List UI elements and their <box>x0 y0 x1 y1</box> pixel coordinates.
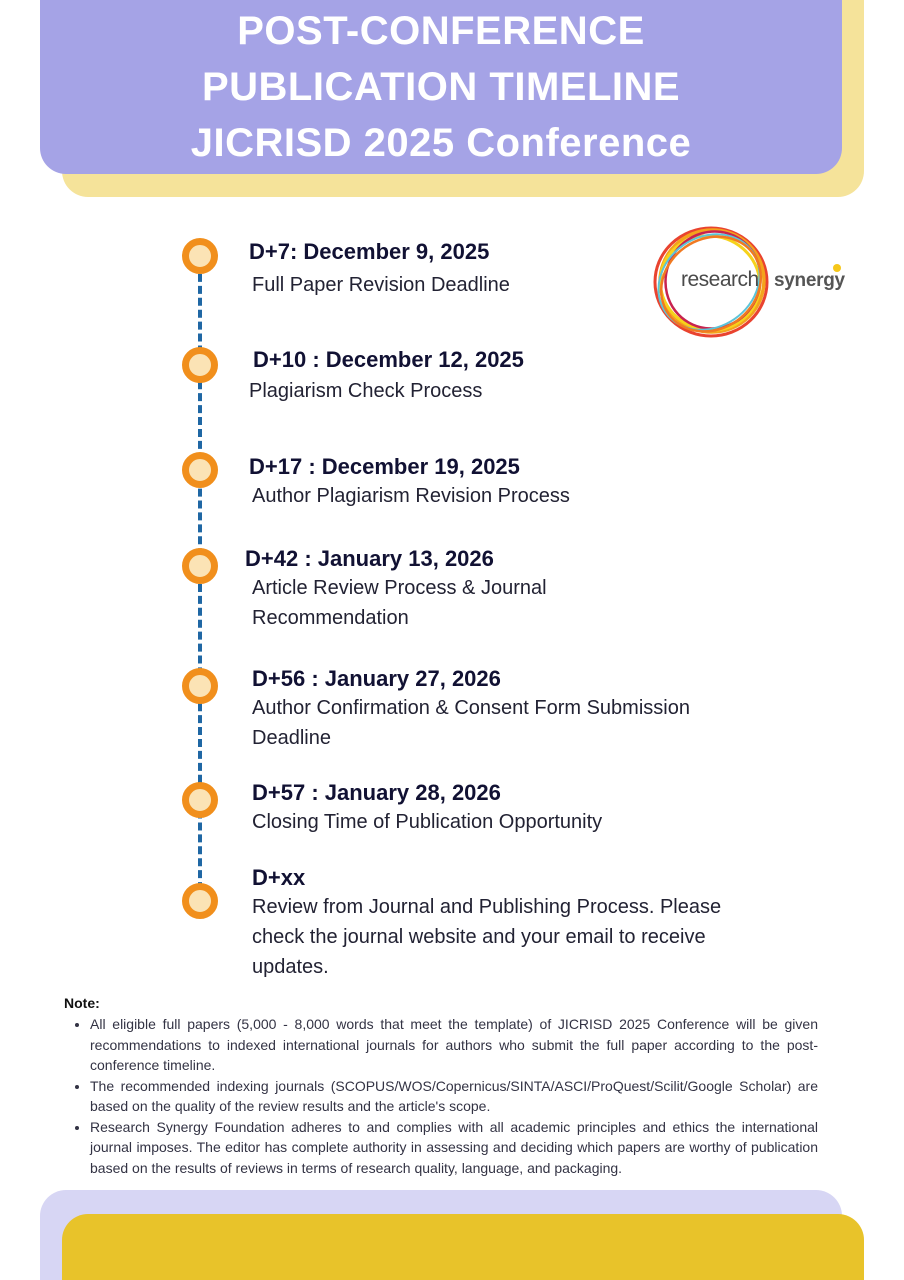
timeline-node-1 <box>182 238 218 274</box>
step-date: D+42 : January 13, 2026 <box>245 546 494 571</box>
page-title-line-2: PUBLICATION TIMELINE <box>201 65 681 109</box>
logo-word-synergy: synergy <box>774 270 845 291</box>
timeline-node-6 <box>182 782 218 818</box>
step-description: Full Paper Revision Deadline <box>252 274 510 296</box>
note-section <box>64 994 818 1178</box>
timeline-step-2 <box>249 346 769 406</box>
timeline-node-4 <box>182 548 218 584</box>
step-description: Review from Journal and Publishing Process. Please check the journal website and your email to receive updates. <box>252 896 722 978</box>
step-date: D+56 : January 27, 2026 <box>252 666 501 691</box>
timeline-node-7 <box>182 883 218 919</box>
logo-word-research: research <box>681 268 759 291</box>
page-title-line-3: JICRISD 2025 Conference <box>190 121 692 165</box>
timeline-step-3 <box>249 453 769 511</box>
step-date: D+57 : January 28, 2026 <box>252 780 501 805</box>
note-item: • Research Synergy Foundation adheres to and complies with all academic principles and ethics the international journal imposes. The editor has complete authority in assessing and deciding which papers are worthy of publication based on the results of reviews in terms of research quality, language, and packaging. <box>90 1117 818 1179</box>
note-title: Note: <box>64 995 100 1011</box>
step-date: D+xx <box>252 865 306 890</box>
header-banner <box>40 0 842 174</box>
footer-band-yellow <box>62 1214 864 1280</box>
note-item: • All eligible full papers (5,000 - 8,000 words that meet the template) of JICRISD 2025 Conference will be given recommendations to indexed international journals for authors who submit the full paper according to the post-conference timeline. <box>90 1014 818 1076</box>
step-description: Article Review Process & Journal Recommendation <box>252 577 547 629</box>
timeline-node-3 <box>182 452 218 488</box>
step-description: Author Plagiarism Revision Process <box>252 485 570 507</box>
timeline-step-1 <box>249 238 769 300</box>
step-date: D+7: December 9, 2025 <box>249 239 490 264</box>
note-list <box>64 1014 818 1178</box>
timeline-step-6 <box>252 779 772 837</box>
timeline-node-5 <box>182 668 218 704</box>
timeline-step-5 <box>252 665 732 753</box>
page-title-line-1: POST-CONFERENCE <box>237 9 645 53</box>
step-description: Closing Time of Publication Opportunity <box>252 811 603 833</box>
note-item: • The recommended indexing journals (SCOPUS/WOS/Copernicus/SINTA/ASCI/ProQuest/Scilit/Google Scholar) are based on the quality of the review results and the article's scope. <box>90 1076 818 1117</box>
step-date: D+17 : December 19, 2025 <box>249 454 520 479</box>
timeline-node-2 <box>182 347 218 383</box>
timeline-step-7 <box>252 864 742 982</box>
timeline-step-4 <box>245 545 645 633</box>
step-description: Plagiarism Check Process <box>249 380 483 402</box>
step-description: Author Confirmation & Consent Form Submission Deadline <box>252 697 690 749</box>
step-date: D+10 : December 12, 2025 <box>253 347 524 372</box>
